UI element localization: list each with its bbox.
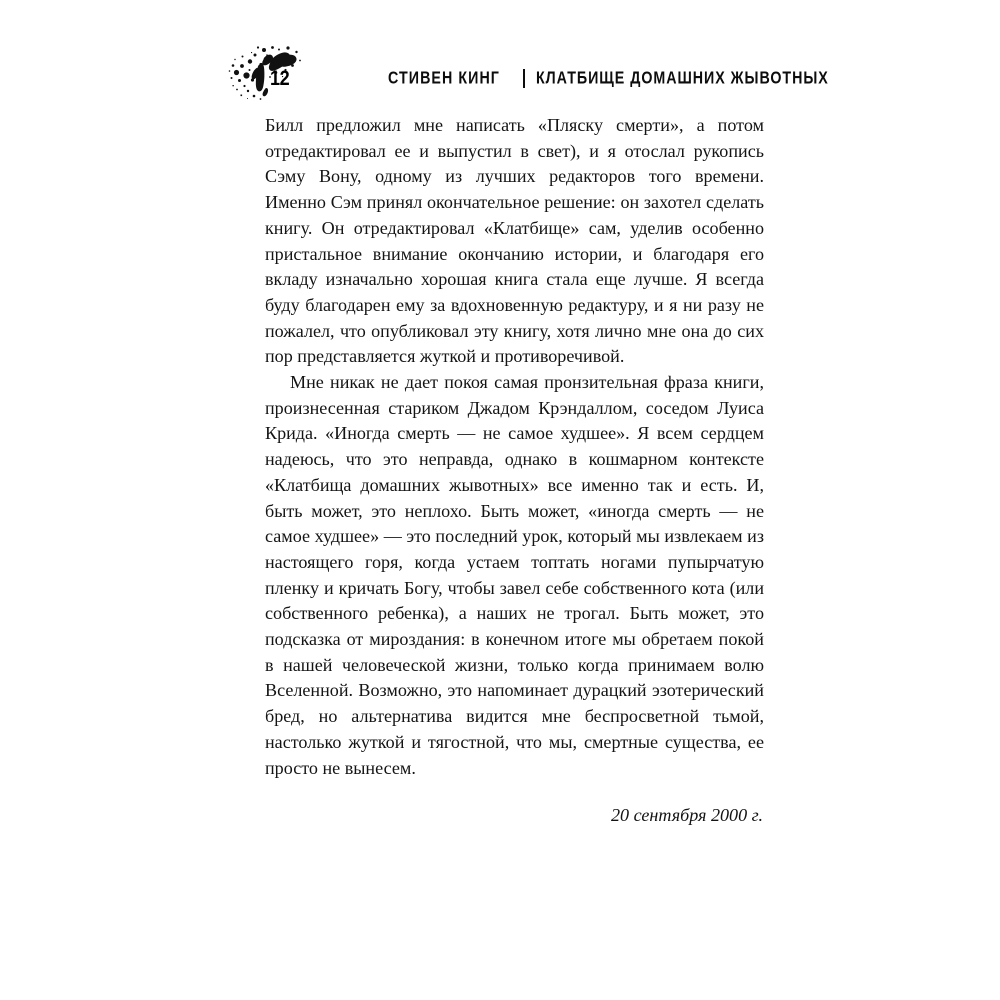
ink-splatter-paw-icon: [226, 44, 310, 102]
page-number: 12: [270, 67, 290, 90]
running-head-author: СТИВЕН КИНГ: [388, 68, 500, 88]
signature-date: 20 сентября 2000 г.: [610, 805, 763, 826]
running-head-book-title: КЛАТБИЩЕ ДОМАШНИХ ЖЫВОТНЫХ: [535, 68, 829, 88]
body-paragraph: Билл предложил мне написать «Пляску смерти», а потом отредактировал ее и выпустил в свет), и я отослал рукопись Сэму Вону, одному из лучших редакторов того времени. Именно Сэм принял окончательное решение: он захотел сделать книгу. Он отредактировал «Клатбище» сам, уделив особенно пристальное внимание окончанию истории, и благодаря его вкладу изначально хорошая книга стала еще лучше. Я всегда буду благодарен ему за вдохновенную редактуру, и я ни разу не пожалел, что опубликовал эту книгу, хотя лично мне она до сих пор представляется жуткой и противоречивой.: [265, 115, 764, 367]
running-head-separator-icon: [523, 69, 525, 88]
running-head: [226, 44, 829, 104]
body-text-block: [265, 113, 764, 829]
running-head-text: [388, 69, 854, 88]
body-paragraph: Мне никак не дает покоя самая пронзительная фраза книги, произнесенная стариком Джадом Крэндаллом, соседом Луиса Крида. «Иногда смерть — не самое худшее». Я всем сердцем надеюсь, что это неправда, однако в кошмарном контексте «Клатбища домашних жывотных» все именно так и есть. И, быть может, это неплохо. Быть может, «иногда смерть — не самое худшее» — это последний урок, который мы извлекаем из настоящего горя, когда устаем топтать ногами пупырчатую пленку и кричать Богу, чтобы завел себе собственного кота (или собственного ребенка), а наших не трогал. Быть может, это подсказка от мироздания: в конечном итоге мы обретаем покой в нашей человеческой жизни, только когда принимаем волю Вселенной. Возможно, это напоминает дурацкий эзотерический бред, но альтернатива видится мне беспросветной тьмой, настолько жуткой и тягостной, что мы, смертные существа, ее просто не вынесем.: [265, 372, 764, 778]
